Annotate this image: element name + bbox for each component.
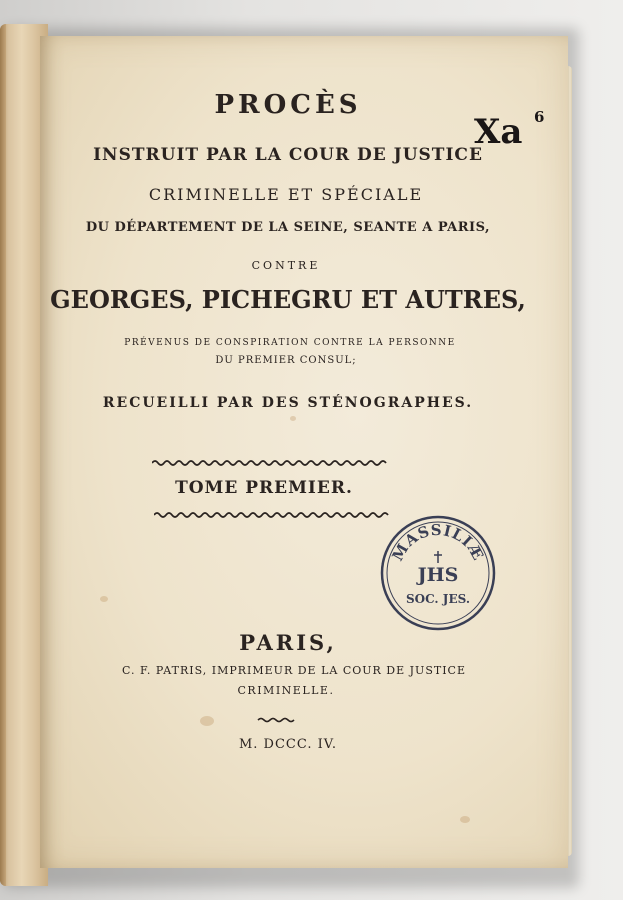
ornament-rule-top: [152, 458, 388, 468]
shelfmark: Xa: [474, 112, 523, 152]
title-instruit: INSTRUIT PAR LA COUR DE JUSTICE: [93, 145, 483, 165]
foxing-spot: [100, 596, 108, 602]
foxing-spot: [290, 416, 296, 421]
title-recueilli: RECUEILLI PAR DES STÉNOGRAPHES.: [102, 395, 474, 411]
title-tome: TOME PREMIER.: [175, 478, 353, 498]
library-stamp: [378, 513, 498, 633]
stamp-bottom-text: SOC. JES.: [405, 592, 471, 606]
ornament-rule-bottom: [154, 510, 390, 520]
title-prevenus: PRÉVENUS DE CONSPIRATION CONTRE LA PERSONNE: [124, 338, 456, 348]
ornament-small: [256, 716, 296, 724]
title-premier-consul: DU PREMIER CONSUL;: [215, 355, 357, 366]
title-departement: DU DÉPARTEMENT DE LA SEINE, SEANTE A PARIS,: [85, 220, 491, 235]
imprint-criminelle: CRIMINELLE.: [237, 684, 335, 697]
title-criminelle: CRIMINELLE ET SPÉCIALE: [148, 185, 424, 204]
shelfmark-number: 6: [534, 108, 545, 126]
imprint-date: M. DCCC. IV.: [238, 737, 338, 752]
imprint-city: PARIS,: [239, 630, 337, 655]
spine-edge: [0, 24, 6, 886]
title-defendants: GEORGES, PICHEGRU ET AUTRES,: [50, 285, 526, 314]
title-contre: CONTRE: [251, 259, 321, 272]
stamp-top-text: MASSILIÆ: [388, 520, 488, 564]
imprint-printer: C. F. PATRIS, IMPRIMEUR DE LA COUR DE JUSTICE: [121, 664, 466, 677]
foxing-spot: [200, 716, 214, 726]
stamp-center-text: JHS: [417, 564, 459, 586]
title-proces: PROCÈS: [214, 90, 362, 120]
foxing-spot: [460, 816, 470, 823]
